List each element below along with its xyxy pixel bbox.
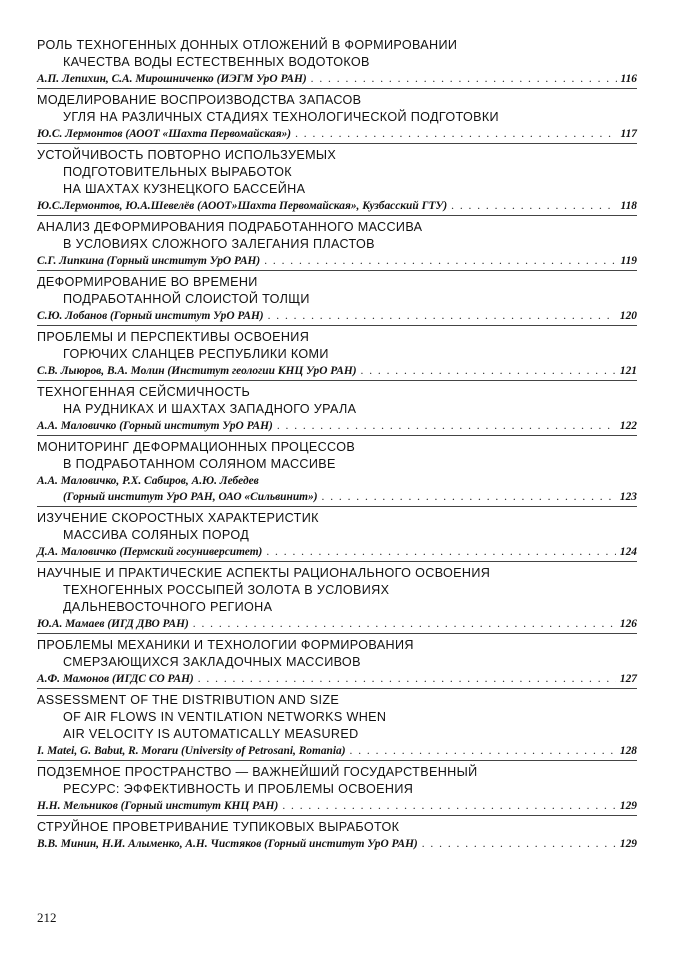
toc-entry-authors: А.П. Лепихин, С.А. Мирошниченко (ИЭГМ УрО РАН) — [37, 73, 307, 85]
dot-leader — [282, 798, 616, 814]
toc-entry — [37, 147, 637, 216]
toc-entry-authors: С.В. Лыюров, В.А. Молин (Институт геологии КНЦ УрО РАН) — [37, 365, 357, 377]
toc-entry-title-line: ПРОБЛЕМЫ МЕХАНИКИ И ТЕХНОЛОГИИ ФОРМИРОВАНИЯ — [37, 638, 414, 652]
toc-entry-page: 126 — [619, 618, 637, 630]
toc-entry-title-line: ПОДЗЕМНОЕ ПРОСТРАНСТВО — ВАЖНЕЙШИЙ ГОСУДАРСТВЕННЫЙ — [37, 765, 478, 779]
toc-entry-authors: Ю.А. Мамаев (ИГД ДВО РАН) — [37, 618, 189, 630]
toc-entry-title-line: РЕСУРС: ЭФФЕКТИВНОСТЬ И ПРОБЛЕМЫ ОСВОЕНИЯ — [63, 782, 414, 796]
toc-entry-page: 121 — [619, 365, 637, 377]
dot-leader — [198, 671, 616, 687]
toc-entry-title-line: УГЛЯ НА РАЗЛИЧНЫХ СТАДИЯХ ТЕХНОЛОГИЧЕСКОЙ ПОДГОТОВКИ — [63, 110, 499, 124]
toc-entry-authors: Ю.С. Лермонтов (АООТ «Шахта Первомайская») — [37, 128, 292, 140]
page-number: 212 — [37, 910, 57, 925]
toc-entry-page: 129 — [619, 838, 637, 850]
toc-entry-page: 123 — [619, 491, 637, 503]
toc-entry-title-line: СМЕРЗАЮЩИХСЯ ЗАКЛАДОЧНЫХ МАССИВОВ — [63, 655, 361, 669]
toc-entry-title-line: АНАЛИЗ ДЕФОРМИРОВАНИЯ ПОДРАБОТАННОГО МАССИВА — [37, 220, 423, 234]
toc-entry-authors: С.Г. Липкина (Горный институт УрО РАН) — [37, 255, 261, 267]
toc-entry-title-line: ТЕХНОГЕННАЯ СЕЙСМИЧНОСТЬ — [37, 385, 251, 399]
toc-entry — [37, 439, 637, 507]
toc-entry-title-line: ASSESSMENT OF THE DISTRIBUTION AND SIZE — [37, 693, 340, 707]
dot-leader — [277, 418, 616, 434]
toc-entry-title-line: УСТОЙЧИВОСТЬ ПОВТОРНО ИСПОЛЬЗУЕМЫХ — [37, 148, 337, 162]
dot-leader — [311, 71, 617, 87]
toc-entry — [37, 692, 637, 761]
toc-entry-title-line: ПОДРАБОТАННОЙ СЛОИСТОЙ ТОЛЩИ — [63, 292, 310, 306]
toc-entry-page: 120 — [619, 310, 637, 322]
toc-entry-page: 116 — [620, 73, 637, 85]
toc-entry — [37, 637, 637, 689]
toc-entry — [37, 92, 637, 144]
toc-entry — [37, 329, 637, 381]
toc-entry — [37, 274, 637, 326]
toc-entry-title-line: РОЛЬ ТЕХНОГЕННЫХ ДОННЫХ ОТЛОЖЕНИЙ В ФОРМИРОВАНИИ — [37, 38, 458, 52]
toc-entry-page: 118 — [620, 200, 637, 212]
toc-entry — [37, 565, 637, 634]
toc-entry-authors: (Горный институт УрО РАН, ОАО «Сильвинит») — [63, 491, 318, 503]
toc-entry — [37, 819, 637, 853]
dot-leader — [361, 363, 616, 379]
dot-leader — [268, 308, 616, 324]
toc-entry — [37, 764, 637, 816]
toc-entry-page: 127 — [619, 673, 637, 685]
toc-entry-authors: Ю.С.Лермонтов, Ю.А.Шевелёв (АООТ»Шахта Первомайская», Кузбасский ГТУ) — [37, 200, 448, 212]
toc-entry — [37, 37, 637, 89]
toc-entry-title-line: В УСЛОВИЯХ СЛОЖНОГО ЗАЛЕГАНИЯ ПЛАСТОВ — [63, 237, 375, 251]
toc-entry-title-line: МОДЕЛИРОВАНИЕ ВОСПРОИЗВОДСТВА ЗАПАСОВ — [37, 93, 362, 107]
toc-entry-title-line: МОНИТОРИНГ ДЕФОРМАЦИОННЫХ ПРОЦЕССОВ — [37, 440, 356, 454]
toc-entry-title-line: КАЧЕСТВА ВОДЫ ЕСТЕСТВЕННЫХ ВОДОТОКОВ — [63, 55, 370, 69]
toc-entry-authors: А.А. Маловичко, Р.Х. Сабиров, А.Ю. Лебедев — [37, 475, 259, 487]
toc-entry-title-line: ПОДГОТОВИТЕЛЬНЫХ ВЫРАБОТОК — [63, 165, 292, 179]
toc-entry-page: 124 — [619, 546, 637, 558]
dot-leader — [322, 489, 616, 505]
dot-leader — [193, 616, 616, 632]
toc-entry-title-line: НА РУДНИКАХ И ШАХТАХ ЗАПАДНОГО УРАЛА — [63, 402, 357, 416]
dot-leader — [451, 198, 616, 214]
toc-entry-title-line: OF AIR FLOWS IN VENTILATION NETWORKS WHEN — [63, 710, 387, 724]
toc-entry-title-line: НАУЧНЫЕ И ПРАКТИЧЕСКИЕ АСПЕКТЫ РАЦИОНАЛЬНОГО ОСВОЕНИЯ — [37, 566, 491, 580]
toc-entry-title-line: ДЕФОРМИРОВАНИЕ ВО ВРЕМЕНИ — [37, 275, 258, 289]
toc-entry-title-line: СТРУЙНОЕ ПРОВЕТРИВАНИЕ ТУПИКОВЫХ ВЫРАБОТОК — [37, 820, 400, 834]
dot-leader — [422, 836, 616, 852]
toc-entry-page: 119 — [620, 255, 637, 267]
toc-entry-title-line: В ПОДРАБОТАННОМ СОЛЯНОМ МАССИВЕ — [63, 457, 336, 471]
toc-entry-title-line: МАССИВА СОЛЯНЫХ ПОРОД — [63, 528, 250, 542]
dot-leader — [350, 743, 616, 759]
toc-entry-title-line: ТЕХНОГЕННЫХ РОССЫПЕЙ ЗОЛОТА В УСЛОВИЯХ — [63, 583, 390, 597]
toc-entry-page: 117 — [620, 128, 637, 140]
dot-leader — [264, 253, 616, 269]
toc-entry-page: 129 — [619, 800, 637, 812]
table-of-contents — [37, 37, 637, 856]
toc-entry-title-line: НА ШАХТАХ КУЗНЕЦКОГО БАССЕЙНА — [63, 182, 306, 196]
toc-entry-authors: С.Ю. Лобанов (Горный институт УрО РАН) — [37, 310, 264, 322]
toc-entry-authors: В.В. Минин, Н.И. Алыменко, А.Н. Чистяков (Горный институт УрО РАН) — [37, 838, 418, 850]
toc-entry-title-line: ГОРЮЧИХ СЛАНЦЕВ РЕСПУБЛИКИ КОМИ — [63, 347, 329, 361]
toc-entry-title-line: ПРОБЛЕМЫ И ПЕРСПЕКТИВЫ ОСВОЕНИЯ — [37, 330, 310, 344]
toc-entry-authors: Н.Н. Мельников (Горный институт КНЦ РАН) — [37, 800, 279, 812]
toc-entry — [37, 510, 637, 562]
toc-entry-authors: I. Matei, G. Babut, R. Moraru (University of Petrosani, Romania) — [37, 745, 346, 757]
toc-entry-page: 122 — [619, 420, 637, 432]
toc-entry — [37, 384, 637, 436]
toc-entry-authors: А.Ф. Мамонов (ИГДС СО РАН) — [37, 673, 194, 685]
dot-leader — [295, 126, 616, 142]
toc-entry-title-line: AIR VELOCITY IS AUTOMATICALLY MEASURED — [63, 727, 359, 741]
dot-leader — [266, 544, 616, 560]
toc-entry-authors: А.А. Маловичко (Горный институт УрО РАН) — [37, 420, 273, 432]
toc-entry-authors: Д.А. Маловичко (Пермский госуниверситет) — [37, 546, 263, 558]
toc-entry — [37, 219, 637, 271]
toc-entry-title-line: ДАЛЬНЕВОСТОЧНОГО РЕГИОНА — [63, 600, 273, 614]
toc-entry-page: 128 — [619, 745, 637, 757]
toc-entry-title-line: ИЗУЧЕНИЕ СКОРОСТНЫХ ХАРАКТЕРИСТИК — [37, 511, 319, 525]
